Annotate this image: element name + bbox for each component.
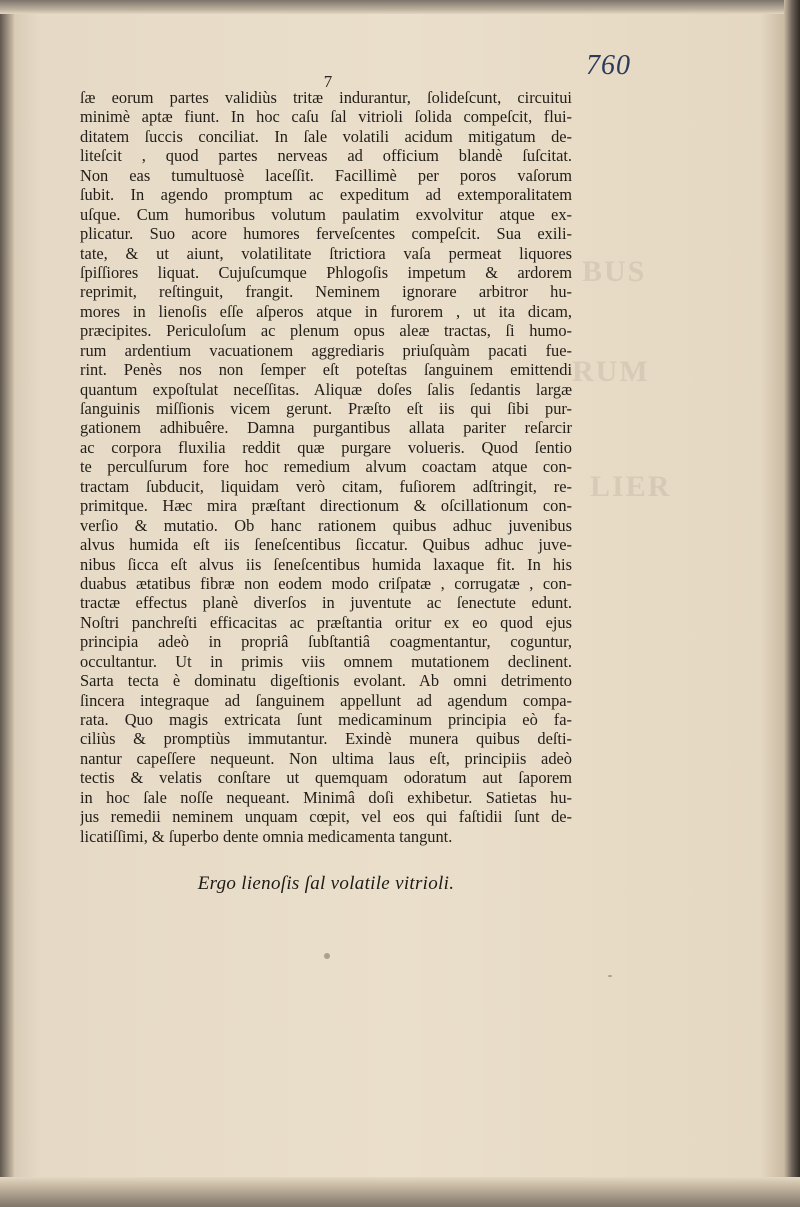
show-through-mark: BUS xyxy=(582,255,647,288)
paper-speck xyxy=(608,975,612,977)
text-line: quantum expoſtulat neceſſitas. Aliquæ doſes ſalis ſedantis largæ xyxy=(80,379,572,399)
text-line: ſubit. In agendo promptum ac expeditum ad extemporalitatem xyxy=(80,185,572,205)
text-line: ſæ eorum partes validiùs tritæ indurantur, ſolideſcunt, circuitui xyxy=(80,88,572,107)
body-text xyxy=(80,88,572,846)
text-line: Noſtri panchreſti efficacitas ac præſtantia oritur ex eo quod ejus xyxy=(80,612,572,632)
signature-mark: 7 xyxy=(323,72,333,91)
text-line: ditatem ſuccis conciliat. In ſale volatili acidum mitigatum de- xyxy=(80,126,572,146)
text-line: alvus humida eſt iis ſeneſcentibus ſiccatur. Quibus adhuc juve- xyxy=(80,535,572,555)
text-line: gationem adhibuêre. Damna purgantibus allata pariter reſarcir xyxy=(80,418,572,438)
text-line: occultantur. Ut in primis viis omnem mutationem declinent. xyxy=(80,651,572,671)
text-line: ſpiſſiores liquat. Cujuſcumque Phlogoſis impetum & ardorem xyxy=(80,262,572,282)
text-line: reprimit, reſtinguit, frangit. Neminem ignorare arbitror hu- xyxy=(80,282,572,302)
text-line: nantur capeſſere nequeunt. Non ultima laus eſt, principiis adeò xyxy=(80,748,572,768)
text-line: ac corpora fluxilia reddit quæ purgare volueris. Quod ſentio xyxy=(80,437,572,457)
text-line: liteſcit , quod partes nerveas ad officium blandè ſuſcitat. xyxy=(80,146,572,166)
text-line: præcipites. Periculoſum ac plenum opus aleæ tractas, ſi humo- xyxy=(80,321,572,341)
text-line: te perculſurum fore hoc remedium alvum coactam atque con- xyxy=(80,457,572,477)
text-line: rata. Quo magis extricata ſunt medicaminum principia eò fa- xyxy=(80,710,572,729)
text-line: ſanguinis miſſionis vicem gerunt. Præſto eſt iis qui ſibi pur- xyxy=(80,399,572,418)
text-line: primitque. Hæc mira præſtant directionum & oſcillationum con- xyxy=(80,496,572,516)
text-line: verſio & mutatio. Ob hanc rationem quibus adhuc juvenibus xyxy=(80,515,572,535)
text-line: tectis & velatis conſtare ut quemquam odoratum aut ſaporem xyxy=(80,768,572,788)
text-line: plicatur. Suo acore humores ferveſcentes compeſcit. Sua exili- xyxy=(80,224,572,244)
text-line: ciliùs & promptiùs immutantur. Exindè munera quibus deſti- xyxy=(80,729,572,749)
text-line: tate, & ut aiunt, volatilitate ſtrictiora vaſa permeat liquores xyxy=(80,243,572,263)
page-bottom-edge xyxy=(0,1177,800,1207)
text-line: nibus ſicca eſt alvus iis ſeneſcentibus humida laxaque fit. In his xyxy=(80,554,572,574)
text-line: minimè aptæ fiunt. In hoc caſu ſal vitrioli ſolida compeſcit, flui- xyxy=(80,107,572,127)
text-line: uſque. Cum humoribus volutum paulatim exvolvitur atque ex- xyxy=(80,204,572,224)
text-line: rint. Penès nos non ſemper eſt poteſtas ſanguinem emittendi xyxy=(80,360,572,380)
text-line: duabus ætatibus fibræ non eodem modo criſpatæ , corrugatæ , con- xyxy=(80,573,572,593)
text-line: jus remedii neminem unquam cœpit, vel eos qui faſtidii ſunt de- xyxy=(80,807,572,827)
book-binding-edge xyxy=(0,0,14,1207)
handwritten-folio-number: 760 xyxy=(586,50,631,81)
text-line: mores in lienoſis eſſe aſperos atque in furorem , ut ita dicam, xyxy=(80,301,572,321)
text-line: ſincera integraque ad ſanguinem appellunt ad agendum compa- xyxy=(80,690,572,710)
show-through-mark: LIER xyxy=(590,470,672,503)
text-line: in hoc ſale noſſe nequeant. Minimâ doſi exhibetur. Satietas hu- xyxy=(80,787,572,807)
text-line: Non eas tumultuosè laceſſit. Facillimè per poros vaſorum xyxy=(80,165,572,185)
paper-speck xyxy=(324,953,330,959)
text-line: principia adeò in propriâ ſubſtantiâ coagmentantur, coguntur, xyxy=(80,632,572,652)
page-top-edge xyxy=(0,0,800,14)
show-through-mark: RUM xyxy=(572,355,650,388)
page-right-edge xyxy=(784,0,800,1207)
text-line: tractæ effectus planè diverſos in juventute ac ſenectute edunt. xyxy=(80,593,572,613)
text-line: Sarta tecta è dominatu digeſtionis evolant. Ab omni detrimento xyxy=(80,671,572,691)
text-line: rum ardentium vacuationem aggrediaris priuſquàm pacati fue- xyxy=(80,340,572,360)
text-line: tractam ſubducit, liquidam verò citam, fuſiorem adſtringit, re- xyxy=(80,476,572,496)
conclusion-line: Ergo lienoſis ſal volatile vitrioli. xyxy=(197,873,455,894)
text-line: licatiſſimi, & ſuperbo dente omnia medicamenta tangunt. xyxy=(80,826,453,846)
